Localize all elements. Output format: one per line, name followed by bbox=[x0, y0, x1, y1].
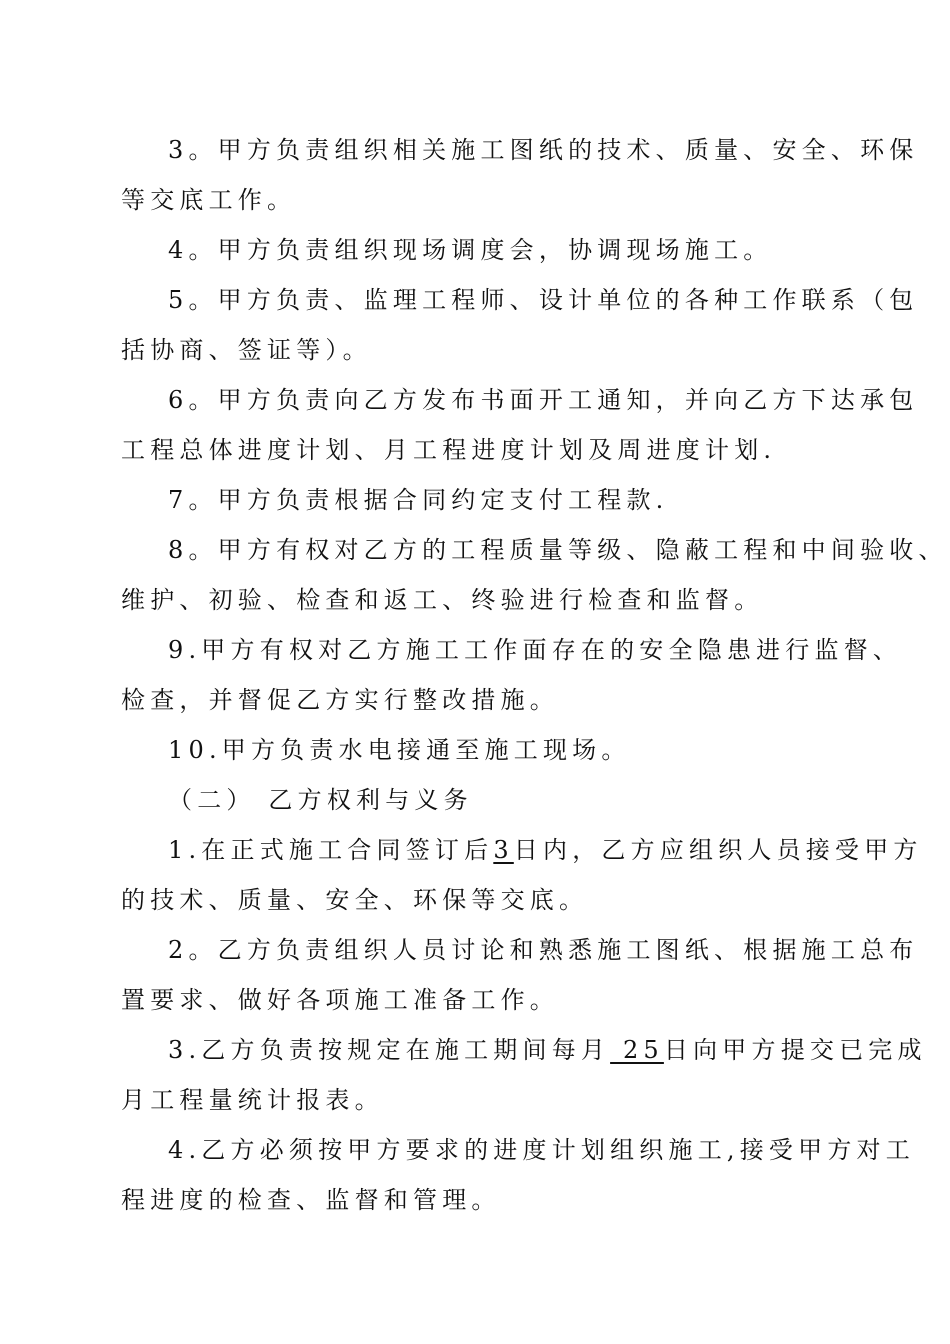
paragraph-line: 4.乙方必须按甲方要求的进度计划组织施工,接受甲方对工 bbox=[168, 1136, 915, 1164]
paragraph-line: 维护、初验、检查和返工、终验进行检查和监督。 bbox=[121, 586, 764, 614]
paragraph-line: 工程总体进度计划、月工程进度计划及周进度计划. bbox=[121, 436, 777, 464]
paragraph-line: 3。甲方负责组织相关施工图纸的技术、质量、安全、环保 bbox=[168, 136, 919, 164]
text-run: 3.乙方负责按规定在施工期间每月 bbox=[168, 1036, 611, 1064]
text-run: 1.在正式施工合同签订后 bbox=[168, 836, 494, 864]
paragraph-line: 括协商、签证等）。 bbox=[121, 336, 372, 364]
paragraph-line bbox=[168, 1033, 927, 1067]
paragraph-line: 2。乙方负责组织人员讨论和熟悉施工图纸、根据施工总布 bbox=[168, 936, 919, 964]
text-run: 日向甲方提交已完成 bbox=[663, 1036, 927, 1064]
paragraph-line: 4。甲方负责组织现场调度会，协调现场施工。 bbox=[168, 236, 773, 264]
paragraph-line: 6。甲方负责向乙方发布书面开工通知，并向乙方下达承包 bbox=[168, 386, 919, 414]
underlined-day: 25 bbox=[610, 1036, 664, 1064]
paragraph-line: 的技术、质量、安全、环保等交底。 bbox=[121, 886, 589, 914]
paragraph-line: 8。甲方有权对乙方的工程质量等级、隐蔽工程和中间验收、 bbox=[168, 536, 948, 564]
paragraph-line: 5。甲方负责、监理工程师、设计单位的各种工作联系（包 bbox=[168, 286, 919, 314]
paragraph-line: 7。甲方负责根据合同约定支付工程款. bbox=[168, 486, 669, 514]
paragraph-line: 10.甲方负责水电接通至施工现场。 bbox=[168, 736, 631, 764]
paragraph-line: 置要求、做好各项施工准备工作。 bbox=[121, 986, 559, 1014]
paragraph-line: 月工程量统计报表。 bbox=[121, 1086, 384, 1114]
paragraph-line: 等交底工作。 bbox=[121, 186, 297, 214]
text-run: 日内，乙方应组织人员接受甲方 bbox=[513, 836, 923, 864]
paragraph-line: 9.甲方有权对乙方施工工作面存在的安全隐患进行监督、 bbox=[168, 636, 903, 664]
paragraph-line bbox=[168, 833, 923, 867]
section-heading: （二） 乙方权利与义务 bbox=[168, 786, 473, 814]
underlined-days: 3 bbox=[493, 836, 514, 864]
paragraph-line: 检查，并督促乙方实行整改措施。 bbox=[121, 686, 559, 714]
paragraph-line: 程进度的检查、监督和管理。 bbox=[121, 1186, 501, 1214]
